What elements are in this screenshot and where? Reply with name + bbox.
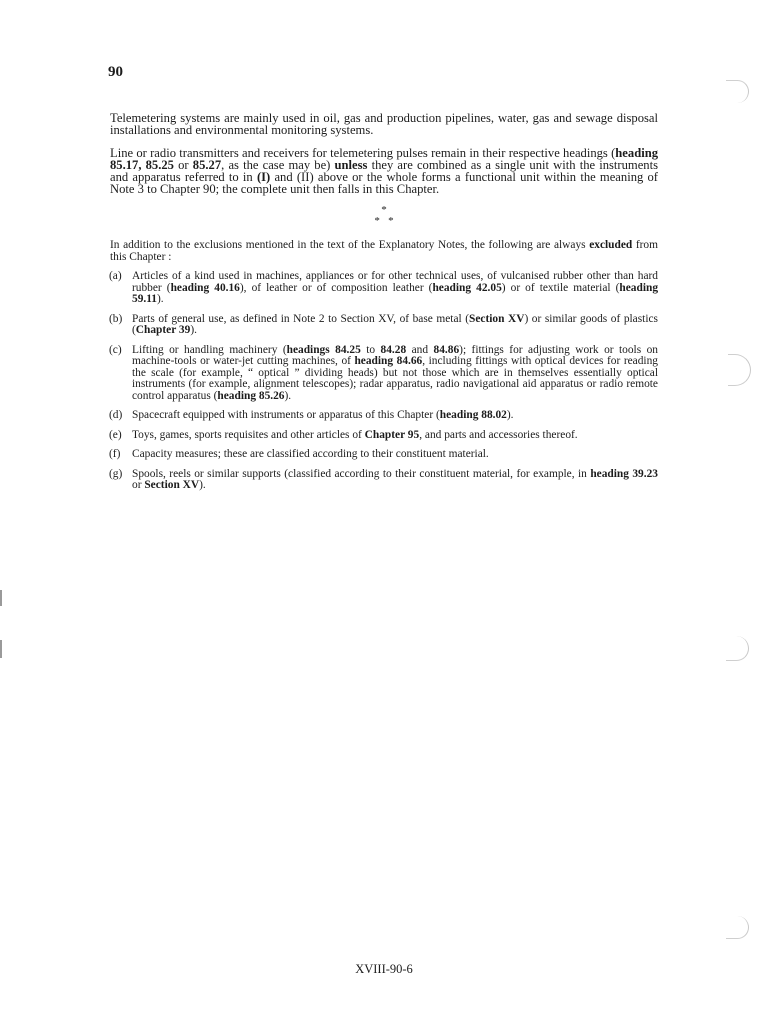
item-letter: (f) <box>109 448 121 460</box>
punch-hole-mark <box>728 354 751 386</box>
text-run: or <box>173 158 193 172</box>
heading-ref: headings 84.25 <box>286 343 361 356</box>
item-letter: (e) <box>109 428 122 441</box>
chapter-ref: Chapter 39 <box>135 324 191 336</box>
exclusion-item-g <box>110 469 658 492</box>
text-run: ). <box>506 409 514 421</box>
section-ref: Section XV <box>469 312 525 325</box>
punch-hole-mark <box>726 80 749 103</box>
text-run: , and parts and accessories thereof. <box>419 428 578 441</box>
exclusion-item-d <box>110 410 658 422</box>
text-run: ); fittings for adjusting work or tools on machine-tools or water-jet cutting machines, of <box>132 343 658 367</box>
text-run: ). <box>190 324 197 336</box>
text-run: from this Chapter : <box>110 239 658 263</box>
section-ref: Section XV <box>144 479 200 491</box>
text-run: ). <box>199 479 206 491</box>
text-run: Toys, games, sports requisites and other articles of <box>132 428 365 441</box>
item-letter: (d) <box>109 409 123 421</box>
section-separator <box>110 205 658 227</box>
paragraph-transmitters <box>110 147 658 195</box>
emphasis-unless: unless <box>334 158 368 172</box>
text-run: ). <box>157 293 164 305</box>
text-run: Parts of general use, as defined in Note 2 to Section XV, of base metal ( <box>132 312 470 325</box>
text-run: , including fittings with optical devices for reading the scale (for example, “ optical ” dividing heads) but not those which are in themselves essentially optical instruments (for example, alignment telescopes); radar apparatus, radio navigational aid apparatus or radio remote control apparatus ( <box>132 355 658 402</box>
punch-hole-mark <box>726 916 749 939</box>
text-run: Capacity measures; these are classified according to their constituent material. <box>132 448 489 460</box>
scan-edge-mark <box>0 640 2 658</box>
punch-hole-mark <box>726 636 749 661</box>
text-run: Lifting or handling machinery ( <box>132 343 287 356</box>
heading-ref: heading 85.17, 85.25 <box>110 146 658 172</box>
text-run: , as the case may be) <box>221 158 335 172</box>
heading-ref: heading 39.23 <box>590 467 658 480</box>
exclusion-item-f <box>110 449 658 461</box>
exclusions-list <box>110 271 658 492</box>
chapter-ref: Chapter 95 <box>364 428 420 441</box>
item-letter: (b) <box>109 312 123 325</box>
separator-top-star: * <box>381 204 387 216</box>
text-run: ), of leather or of composition leather ( <box>239 281 433 294</box>
text-run: Spools, reels or similar supports (classified according to their constituent material, for example, in <box>132 467 591 480</box>
text-run: Line or radio transmitters and receivers for telemetering pulses remain in their respective headings ( <box>110 146 616 160</box>
item-letter: (a) <box>109 270 122 282</box>
text-run: ) or of textile material ( <box>501 281 620 294</box>
text-run: In addition to the exclusions mentioned in the text of the Explanatory Notes, the following are always <box>110 239 590 251</box>
heading-ref: 85.27 <box>192 158 222 172</box>
paragraph-telemetering-uses: Telemetering systems are mainly used in oil, gas and production pipelines, water, gas and sewage disposal installations and environmental monitoring systems. <box>110 111 658 137</box>
heading-ref: heading 84.66 <box>354 355 423 367</box>
text-run: Spacecraft equipped with instruments or apparatus of this Chapter ( <box>132 409 440 421</box>
heading-ref: heading 88.02 <box>439 409 507 421</box>
text-run: ). <box>284 389 292 402</box>
heading-ref: 84.86 <box>433 343 460 356</box>
page-footer: XVIII-90-6 <box>355 962 413 976</box>
heading-ref: heading 85.26 <box>217 389 285 402</box>
heading-ref: 84.28 <box>380 343 407 356</box>
heading-ref: heading 42.05 <box>432 281 502 294</box>
item-letter: (c) <box>109 343 122 356</box>
exclusion-item-a <box>110 271 658 306</box>
text-run: and (II) above or the whole forms a functional unit within the meaning of Note 3 to Chapter 90; the complete unit then falls in this Chapter. <box>110 170 658 196</box>
text-run: or <box>132 479 145 491</box>
item-letter: (g) <box>109 467 123 480</box>
heading-ref: heading 40.16 <box>170 281 240 294</box>
text-run: Articles of a kind used in machines, appliances or for other technical uses, of vulcanised rubber other than hard rubber ( <box>132 270 658 294</box>
exclusions-intro <box>110 239 658 263</box>
heading-ref: heading 59.11 <box>132 281 659 305</box>
text-run: and <box>406 343 434 356</box>
exclusion-item-b <box>110 314 658 337</box>
text-run: ) or similar goods of plastics ( <box>132 312 658 336</box>
separator-bottom-stars: * * <box>374 215 394 227</box>
page-number: 90 <box>108 64 123 80</box>
exclusion-item-e <box>110 430 658 442</box>
text-run: to <box>360 343 381 356</box>
page-body <box>110 112 658 500</box>
emphasis-excluded: excluded <box>589 239 633 251</box>
scan-edge-mark <box>0 590 2 606</box>
text-run: they are combined as a single unit with the instruments and apparatus referred to in <box>110 158 659 184</box>
exclusion-item-c <box>110 345 658 403</box>
item-ref: (I) <box>256 170 271 184</box>
